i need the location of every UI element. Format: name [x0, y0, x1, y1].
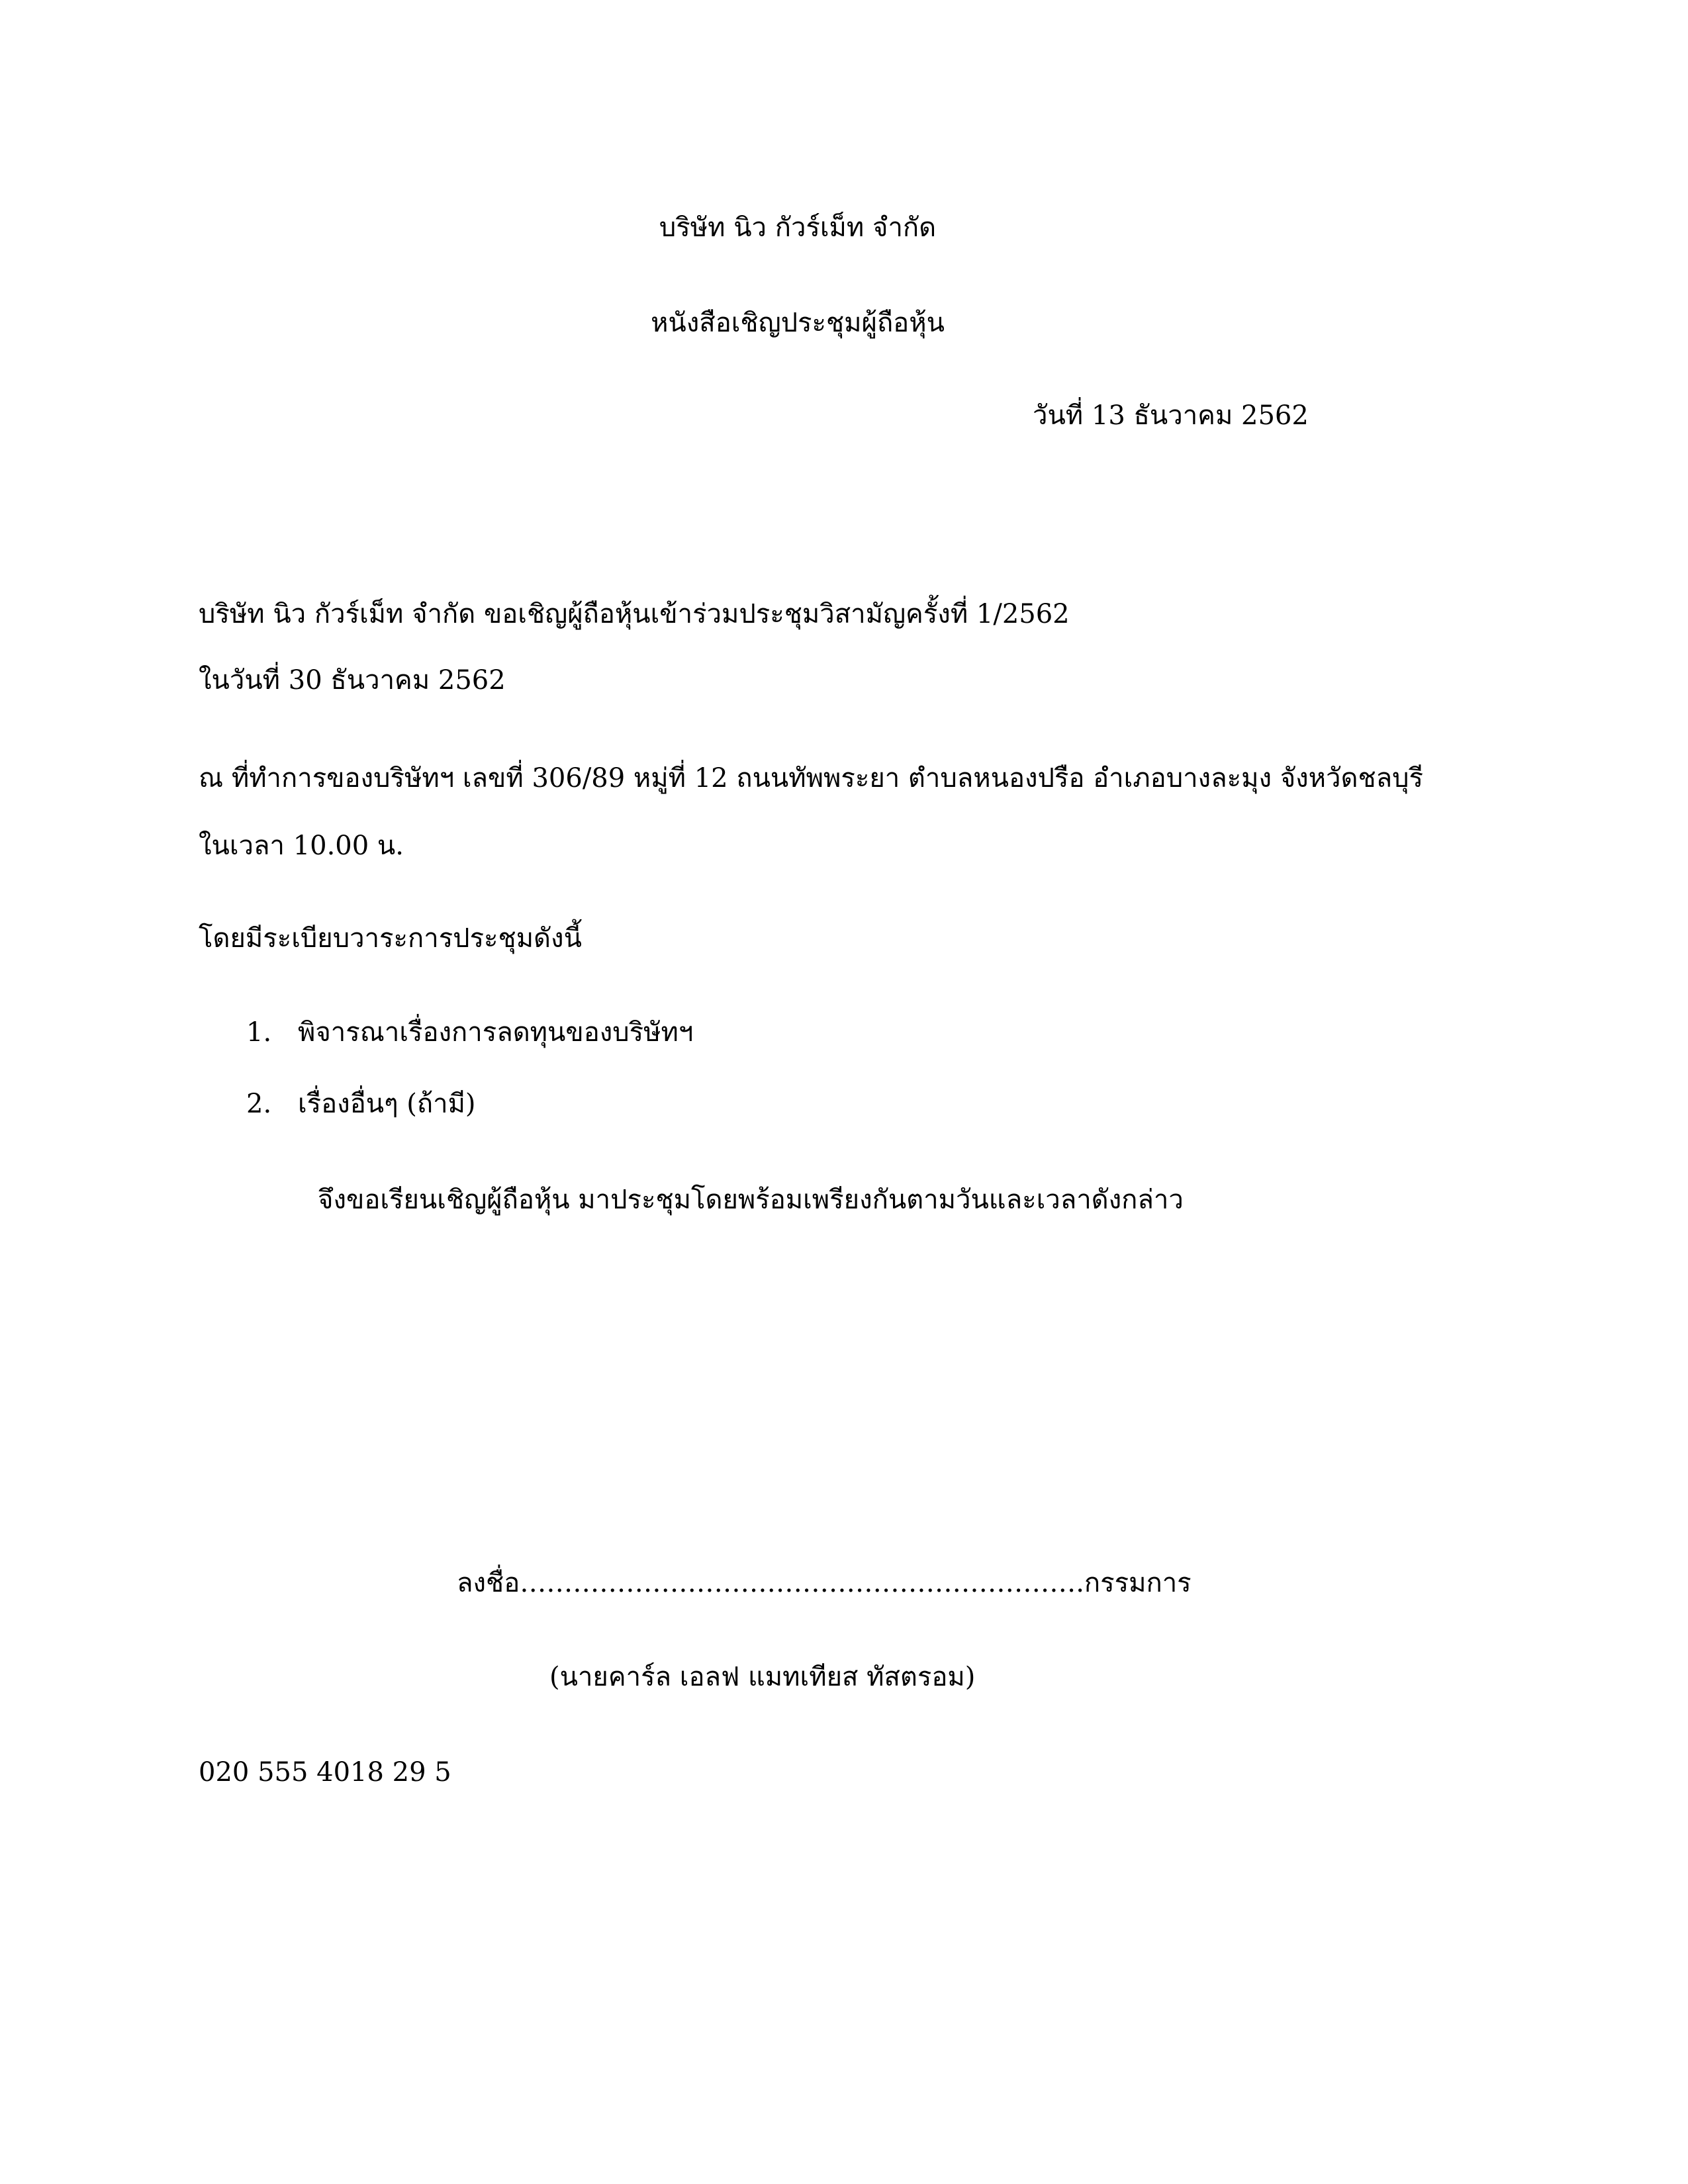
- closing-sentence: จึงขอเรียนเชิญผู้ถือหุ้น มาประชุมโดยพร้อมเพรียงกันตามวันและเวลาดังกล่าว: [318, 1185, 1184, 1215]
- agenda-item-text: พิจารณาเรื่องการลดทุนของบริษัทฯ: [298, 1017, 694, 1048]
- signer-name: (นายคาร์ล เอลฟ แมทเทียส ทัสตรอม): [549, 1662, 976, 1692]
- venue-line-1: ณ ที่ทำการของบริษัทฯ เลขที่ 306/89 หมู่ที่ 12 ถนนทัพพระยา ตำบลหนองปรือ อำเภอบางละมุง จังหวัดชลบุรี: [199, 763, 1423, 794]
- document-date: วันที่ 13 ธันวาคม 2562: [1033, 400, 1309, 431]
- venue-line-2: ในเวลา 10.00 น.: [199, 831, 404, 861]
- agenda-item-text: เรื่องอื่นๆ (ถ้ามี): [298, 1089, 476, 1119]
- signature-line: ลงชื่อ……………………………………………………….กรรมการ: [457, 1568, 1192, 1598]
- agenda-item-number: 1.: [246, 1017, 272, 1048]
- agenda-item: [246, 1014, 693, 1051]
- invitation-line-2: ในวันที่ 30 ธันวาคม 2562: [199, 665, 506, 696]
- agenda-intro: โดยมีระเบียบวาระการประชุมดังนี้: [199, 923, 582, 954]
- document-title: หนังสือเชิญประชุมผู้ถือหุ้น: [651, 308, 945, 338]
- agenda-item: [246, 1085, 476, 1122]
- invitation-line-1: บริษัท นิว กัวร์เม็ท จำกัด ขอเชิญผู้ถือหุ้นเข้าร่วมประชุมวิสามัญครั้งที่ 1/2562: [199, 599, 1070, 629]
- company-name: บริษัท นิว กัวร์เม็ท จำกัด: [659, 212, 937, 243]
- registration-number: 020 555 4018 29 5: [199, 1757, 451, 1788]
- agenda-item-number: 2.: [246, 1089, 272, 1119]
